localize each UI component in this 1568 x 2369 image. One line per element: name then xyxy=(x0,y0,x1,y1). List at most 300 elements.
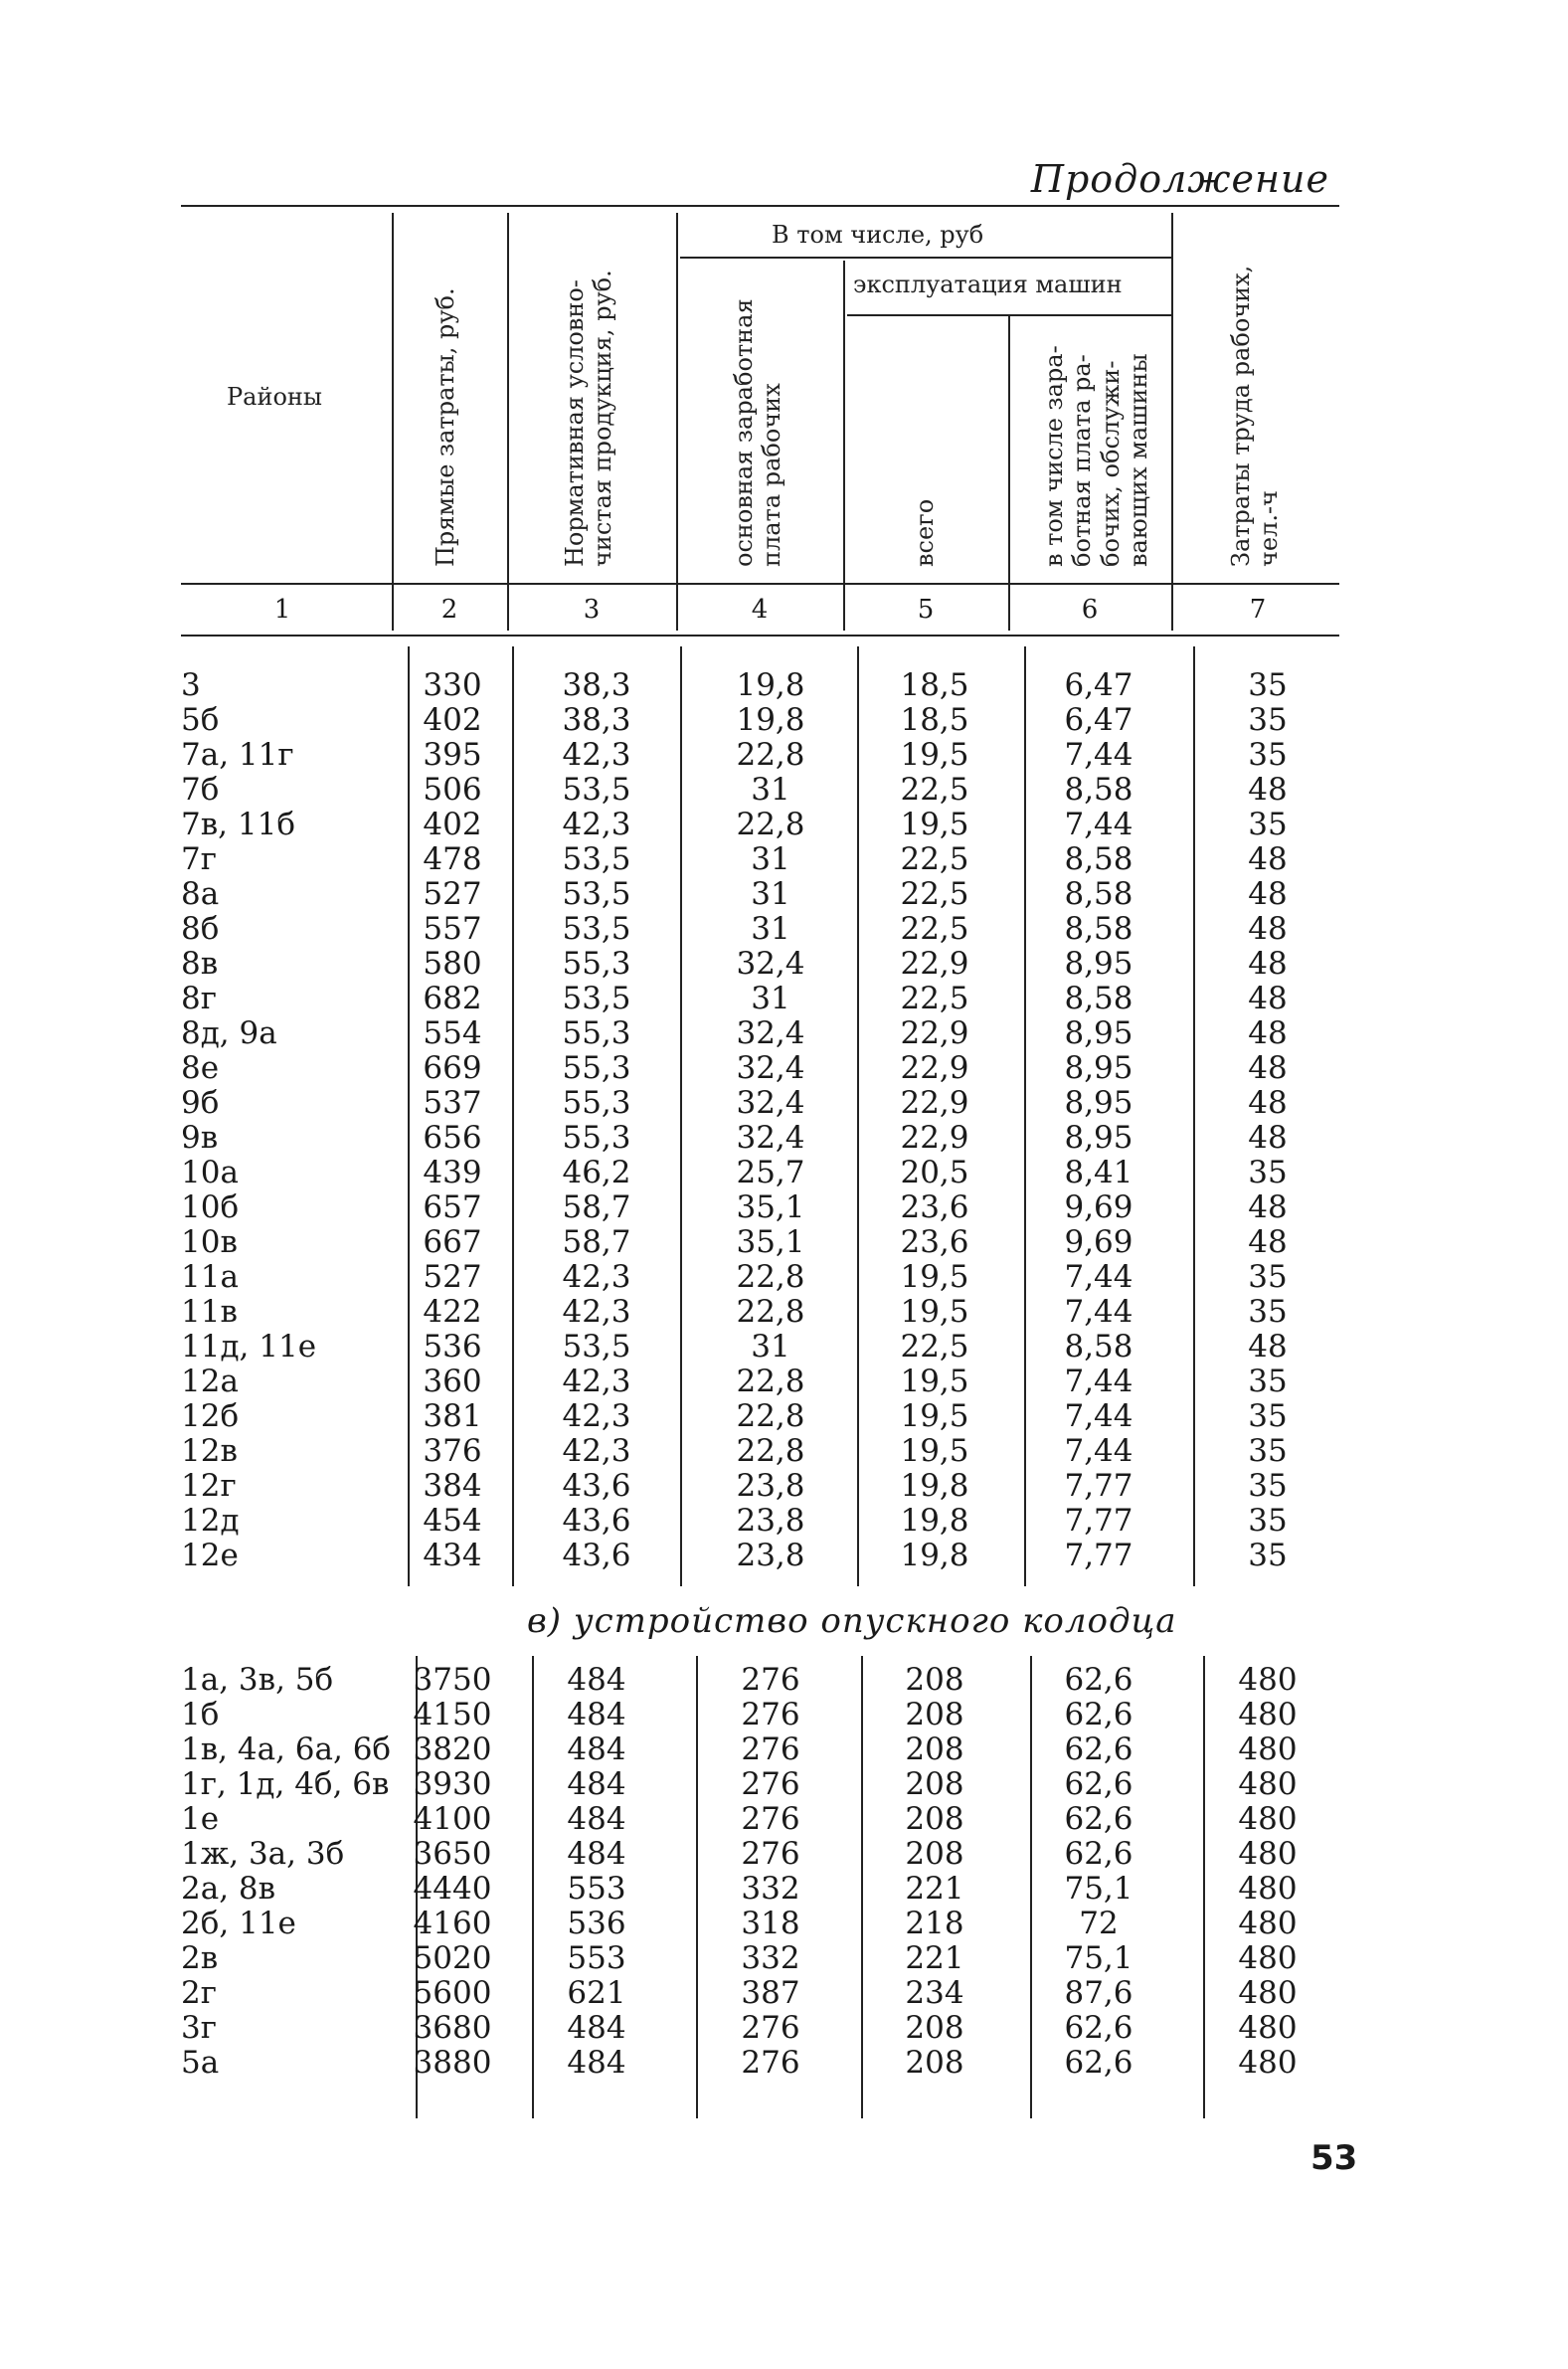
header-regions: Районы xyxy=(227,383,322,411)
col-number-5: 5 xyxy=(917,595,935,625)
value-cell: 32,4 xyxy=(736,946,805,982)
value-cell: 682 xyxy=(423,981,482,1016)
value-cell: 3820 xyxy=(413,1731,492,1767)
col-number-2: 2 xyxy=(440,595,458,625)
value-cell: 62,6 xyxy=(1064,1662,1133,1698)
value-cell: 19,8 xyxy=(900,1468,969,1504)
value-cell: 422 xyxy=(423,1294,482,1330)
value-cell: 7,44 xyxy=(1064,1259,1133,1295)
value-cell: 22,5 xyxy=(900,911,969,947)
value-cell: 7,44 xyxy=(1064,807,1133,842)
value-cell: 35 xyxy=(1248,1538,1288,1573)
value-cell: 657 xyxy=(423,1189,482,1225)
body-c-vline-5 xyxy=(1030,1656,1032,2118)
value-cell: 4150 xyxy=(413,1697,492,1732)
value-cell: 7,44 xyxy=(1064,737,1133,773)
value-cell: 32,4 xyxy=(736,1120,805,1156)
value-cell: 35,1 xyxy=(736,1224,805,1260)
value-cell: 19,5 xyxy=(900,737,969,773)
value-cell: 35 xyxy=(1248,667,1288,703)
value-cell: 19,5 xyxy=(900,1294,969,1330)
region-cell: 10а xyxy=(181,1155,239,1190)
value-cell: 48 xyxy=(1248,876,1288,912)
value-cell: 553 xyxy=(567,1871,626,1907)
value-cell: 484 xyxy=(567,1662,626,1698)
value-cell: 43,6 xyxy=(562,1503,631,1539)
value-cell: 7,77 xyxy=(1064,1468,1133,1504)
region-cell: 12е xyxy=(181,1538,239,1573)
value-cell: 48 xyxy=(1248,841,1288,877)
header-vline-2 xyxy=(507,213,509,619)
value-cell: 58,7 xyxy=(562,1189,631,1225)
body-b-vline-4 xyxy=(857,646,859,1586)
value-cell: 221 xyxy=(905,1871,964,1907)
value-cell: 19,5 xyxy=(900,807,969,842)
value-cell: 332 xyxy=(741,1871,800,1907)
value-cell: 480 xyxy=(1238,1697,1298,1732)
col-number-6: 6 xyxy=(1081,595,1099,625)
header-bottom-rule xyxy=(181,583,1339,585)
value-cell: 35 xyxy=(1248,702,1288,738)
region-cell: 12а xyxy=(181,1364,239,1399)
value-cell: 7,44 xyxy=(1064,1294,1133,1330)
header-direct-costs: Прямые затраты, руб. xyxy=(432,287,459,567)
value-cell: 46,2 xyxy=(562,1155,631,1190)
value-cell: 554 xyxy=(423,1015,482,1051)
value-cell: 234 xyxy=(905,1975,964,2011)
region-cell: 5б xyxy=(181,702,220,738)
value-cell: 75,1 xyxy=(1064,1871,1133,1907)
value-cell: 669 xyxy=(423,1050,482,1086)
value-cell: 23,8 xyxy=(736,1503,805,1539)
value-cell: 48 xyxy=(1248,946,1288,982)
region-cell: 11а xyxy=(181,1259,239,1295)
header-vline-3 xyxy=(676,213,678,619)
value-cell: 7,44 xyxy=(1064,1364,1133,1399)
value-cell: 18,5 xyxy=(900,702,969,738)
page-number: 53 xyxy=(1310,2138,1358,2178)
value-cell: 276 xyxy=(741,1731,800,1767)
value-cell: 23,6 xyxy=(900,1224,969,1260)
value-cell: 218 xyxy=(905,1906,964,1941)
value-cell: 55,3 xyxy=(562,1120,631,1156)
value-cell: 35 xyxy=(1248,807,1288,842)
value-cell: 35,1 xyxy=(736,1189,805,1225)
value-cell: 276 xyxy=(741,1697,800,1732)
region-cell: 11в xyxy=(181,1294,238,1330)
colnum-vline-4 xyxy=(843,591,845,631)
colnum-vline-5 xyxy=(1008,591,1010,631)
value-cell: 42,3 xyxy=(562,1398,631,1434)
body-b-vline-6 xyxy=(1193,646,1195,1586)
value-cell: 8,58 xyxy=(1064,876,1133,912)
value-cell: 38,3 xyxy=(562,667,631,703)
col-number-7: 7 xyxy=(1249,595,1267,625)
value-cell: 42,3 xyxy=(562,1364,631,1399)
value-cell: 55,3 xyxy=(562,1050,631,1086)
value-cell: 360 xyxy=(423,1364,482,1399)
value-cell: 48 xyxy=(1248,1120,1288,1156)
value-cell: 62,6 xyxy=(1064,1836,1133,1872)
value-cell: 22,8 xyxy=(736,737,805,773)
value-cell: 484 xyxy=(567,1697,626,1732)
body-c-vline-4 xyxy=(861,1656,863,2118)
value-cell: 276 xyxy=(741,1836,800,1872)
value-cell: 434 xyxy=(423,1538,482,1573)
value-cell: 38,3 xyxy=(562,702,631,738)
value-cell: 31 xyxy=(751,1329,790,1365)
value-cell: 381 xyxy=(423,1398,482,1434)
value-cell: 480 xyxy=(1238,1975,1298,2011)
value-cell: 7,77 xyxy=(1064,1503,1133,1539)
value-cell: 208 xyxy=(905,1801,964,1837)
value-cell: 276 xyxy=(741,2045,800,2081)
value-cell: 484 xyxy=(567,1766,626,1802)
colnum-vline-2 xyxy=(507,591,509,631)
value-cell: 8,58 xyxy=(1064,772,1133,808)
header-normative: Нормативная условно- чистая продукция, руб. xyxy=(561,270,617,567)
colnum-vline-1 xyxy=(392,591,394,631)
body-b-vline-3 xyxy=(680,646,682,1586)
region-cell: 1б xyxy=(181,1697,220,1732)
value-cell: 6,47 xyxy=(1064,702,1133,738)
value-cell: 62,6 xyxy=(1064,2010,1133,2046)
value-cell: 62,6 xyxy=(1064,2045,1133,2081)
value-cell: 32,4 xyxy=(736,1085,805,1121)
value-cell: 48 xyxy=(1248,911,1288,947)
value-cell: 8,95 xyxy=(1064,1120,1133,1156)
region-cell: 8б xyxy=(181,911,220,947)
value-cell: 35 xyxy=(1248,1398,1288,1434)
value-cell: 7,44 xyxy=(1064,1398,1133,1434)
value-cell: 19,8 xyxy=(900,1538,969,1573)
value-cell: 22,5 xyxy=(900,841,969,877)
region-cell: 8в xyxy=(181,946,219,982)
value-cell: 31 xyxy=(751,981,790,1016)
value-cell: 22,8 xyxy=(736,1259,805,1295)
body-c-vline-2 xyxy=(532,1656,534,2118)
region-cell: 12в xyxy=(181,1433,238,1469)
value-cell: 208 xyxy=(905,1766,964,1802)
value-cell: 4100 xyxy=(413,1801,492,1837)
value-cell: 53,5 xyxy=(562,981,631,1016)
value-cell: 48 xyxy=(1248,1085,1288,1121)
value-cell: 22,9 xyxy=(900,1085,969,1121)
header-labor: Затраты труда рабочих, чел.-ч xyxy=(1227,265,1284,567)
value-cell: 31 xyxy=(751,772,790,808)
region-cell: 3г xyxy=(181,2010,217,2046)
value-cell: 506 xyxy=(423,772,482,808)
colnum-vline-6 xyxy=(1171,591,1173,631)
region-cell: 10б xyxy=(181,1189,240,1225)
value-cell: 208 xyxy=(905,2010,964,2046)
region-cell: 2в xyxy=(181,1940,219,1976)
header-vline-4 xyxy=(843,261,845,619)
value-cell: 4160 xyxy=(413,1906,492,1941)
value-cell: 221 xyxy=(905,1940,964,1976)
value-cell: 22,8 xyxy=(736,1294,805,1330)
value-cell: 62,6 xyxy=(1064,1801,1133,1837)
value-cell: 484 xyxy=(567,1801,626,1837)
value-cell: 62,6 xyxy=(1064,1766,1133,1802)
region-cell: 8а xyxy=(181,876,220,912)
value-cell: 208 xyxy=(905,2045,964,2081)
value-cell: 276 xyxy=(741,1766,800,1802)
value-cell: 553 xyxy=(567,1940,626,1976)
value-cell: 557 xyxy=(423,911,482,947)
value-cell: 480 xyxy=(1238,1801,1298,1837)
region-cell: 7в, 11б xyxy=(181,807,295,842)
body-b-vline-5 xyxy=(1024,646,1026,1586)
value-cell: 6,47 xyxy=(1064,667,1133,703)
header-total: всего xyxy=(911,498,939,567)
value-cell: 4440 xyxy=(413,1871,492,1907)
value-cell: 48 xyxy=(1248,981,1288,1016)
colnum-vline-3 xyxy=(676,591,678,631)
value-cell: 384 xyxy=(423,1468,482,1504)
value-cell: 5020 xyxy=(413,1940,492,1976)
value-cell: 3880 xyxy=(413,2045,492,2081)
header-incl-wage: в том числе зара- ботная плата ра- бочих, обслужи- вающих машины xyxy=(1040,345,1152,567)
region-cell: 3 xyxy=(181,667,201,703)
value-cell: 480 xyxy=(1238,1940,1298,1976)
value-cell: 55,3 xyxy=(562,1015,631,1051)
value-cell: 31 xyxy=(751,876,790,912)
value-cell: 527 xyxy=(423,876,482,912)
value-cell: 330 xyxy=(423,667,482,703)
value-cell: 3650 xyxy=(413,1836,492,1872)
region-cell: 9б xyxy=(181,1085,220,1121)
value-cell: 42,3 xyxy=(562,807,631,842)
value-cell: 23,6 xyxy=(900,1189,969,1225)
value-cell: 35 xyxy=(1248,737,1288,773)
value-cell: 3680 xyxy=(413,2010,492,2046)
region-cell: 10в xyxy=(181,1224,238,1260)
header-vline-1 xyxy=(392,213,394,619)
value-cell: 22,8 xyxy=(736,1398,805,1434)
value-cell: 23,8 xyxy=(736,1538,805,1573)
value-cell: 53,5 xyxy=(562,772,631,808)
value-cell: 527 xyxy=(423,1259,482,1295)
value-cell: 7,44 xyxy=(1064,1433,1133,1469)
value-cell: 35 xyxy=(1248,1294,1288,1330)
value-cell: 7,77 xyxy=(1064,1538,1133,1573)
value-cell: 22,9 xyxy=(900,1050,969,1086)
value-cell: 42,3 xyxy=(562,1259,631,1295)
value-cell: 22,8 xyxy=(736,1433,805,1469)
region-cell: 2б, 11е xyxy=(181,1906,296,1941)
region-cell: 2г xyxy=(181,1975,217,2011)
value-cell: 480 xyxy=(1238,1871,1298,1907)
value-cell: 72 xyxy=(1079,1906,1119,1941)
value-cell: 35 xyxy=(1248,1503,1288,1539)
body-c-vline-6 xyxy=(1203,1656,1205,2118)
value-cell: 8,95 xyxy=(1064,1015,1133,1051)
value-cell: 3750 xyxy=(413,1662,492,1698)
value-cell: 19,5 xyxy=(900,1433,969,1469)
value-cell: 484 xyxy=(567,2010,626,2046)
value-cell: 667 xyxy=(423,1224,482,1260)
value-cell: 208 xyxy=(905,1697,964,1732)
value-cell: 53,5 xyxy=(562,841,631,877)
value-cell: 19,8 xyxy=(736,702,805,738)
region-cell: 12д xyxy=(181,1503,240,1539)
value-cell: 19,8 xyxy=(900,1503,969,1539)
header-including: В том числе, руб xyxy=(772,221,984,249)
value-cell: 8,95 xyxy=(1064,1085,1133,1121)
col-number-4: 4 xyxy=(751,595,769,625)
region-cell: 12г xyxy=(181,1468,237,1504)
value-cell: 3930 xyxy=(413,1766,492,1802)
value-cell: 276 xyxy=(741,1662,800,1698)
value-cell: 276 xyxy=(741,2010,800,2046)
region-cell: 1в, 4а, 6а, 6б xyxy=(181,1731,392,1767)
value-cell: 8,95 xyxy=(1064,1050,1133,1086)
header-vline-5 xyxy=(1008,316,1010,619)
value-cell: 31 xyxy=(751,841,790,877)
body-b-vline-2 xyxy=(512,646,514,1586)
value-cell: 402 xyxy=(423,807,482,842)
section-c-title: в) устройство опускного колодца xyxy=(527,1601,1177,1641)
value-cell: 35 xyxy=(1248,1364,1288,1399)
value-cell: 19,5 xyxy=(900,1364,969,1399)
value-cell: 318 xyxy=(741,1906,800,1941)
value-cell: 9,69 xyxy=(1064,1189,1133,1225)
value-cell: 480 xyxy=(1238,2010,1298,2046)
value-cell: 20,5 xyxy=(900,1155,969,1190)
region-cell: 8д, 9а xyxy=(181,1015,277,1051)
value-cell: 53,5 xyxy=(562,876,631,912)
value-cell: 480 xyxy=(1238,1662,1298,1698)
value-cell: 55,3 xyxy=(562,946,631,982)
region-cell: 12б xyxy=(181,1398,240,1434)
header-top-rule xyxy=(181,205,1339,207)
header-machine-ops: эксплуатация машин xyxy=(853,271,1123,298)
region-cell: 7г xyxy=(181,841,217,877)
value-cell: 43,6 xyxy=(562,1468,631,1504)
region-cell: 8е xyxy=(181,1050,220,1086)
value-cell: 19,8 xyxy=(736,667,805,703)
value-cell: 19,5 xyxy=(900,1398,969,1434)
value-cell: 32,4 xyxy=(736,1015,805,1051)
value-cell: 53,5 xyxy=(562,911,631,947)
value-cell: 621 xyxy=(567,1975,626,2011)
region-cell: 8г xyxy=(181,981,217,1016)
value-cell: 8,58 xyxy=(1064,1329,1133,1365)
value-cell: 22,5 xyxy=(900,1329,969,1365)
colnum-bottom-rule xyxy=(181,635,1339,637)
including-rule xyxy=(680,257,1171,259)
value-cell: 9,69 xyxy=(1064,1224,1133,1260)
value-cell: 276 xyxy=(741,1801,800,1837)
value-cell: 48 xyxy=(1248,1329,1288,1365)
value-cell: 22,5 xyxy=(900,981,969,1016)
value-cell: 208 xyxy=(905,1836,964,1872)
value-cell: 42,3 xyxy=(562,1433,631,1469)
value-cell: 8,58 xyxy=(1064,981,1133,1016)
header-wage: основная заработная плата рабочих xyxy=(730,298,786,567)
value-cell: 43,6 xyxy=(562,1538,631,1573)
value-cell: 402 xyxy=(423,702,482,738)
value-cell: 75,1 xyxy=(1064,1940,1133,1976)
value-cell: 48 xyxy=(1248,1015,1288,1051)
value-cell: 22,9 xyxy=(900,946,969,982)
value-cell: 23,8 xyxy=(736,1468,805,1504)
value-cell: 48 xyxy=(1248,1050,1288,1086)
value-cell: 35 xyxy=(1248,1468,1288,1504)
value-cell: 22,8 xyxy=(736,807,805,842)
region-cell: 1а, 3в, 5б xyxy=(181,1662,334,1698)
value-cell: 35 xyxy=(1248,1155,1288,1190)
region-cell: 7б xyxy=(181,772,220,808)
value-cell: 387 xyxy=(741,1975,800,2011)
value-cell: 31 xyxy=(751,911,790,947)
value-cell: 536 xyxy=(567,1906,626,1941)
value-cell: 48 xyxy=(1248,1224,1288,1260)
value-cell: 55,3 xyxy=(562,1085,631,1121)
header-vline-6 xyxy=(1171,213,1173,619)
value-cell: 656 xyxy=(423,1120,482,1156)
value-cell: 22,5 xyxy=(900,876,969,912)
region-cell: 9в xyxy=(181,1120,219,1156)
value-cell: 536 xyxy=(423,1329,482,1365)
value-cell: 8,41 xyxy=(1064,1155,1133,1190)
region-cell: 1е xyxy=(181,1801,220,1837)
value-cell: 22,5 xyxy=(900,772,969,808)
value-cell: 480 xyxy=(1238,1766,1298,1802)
value-cell: 376 xyxy=(423,1433,482,1469)
value-cell: 22,9 xyxy=(900,1120,969,1156)
value-cell: 62,6 xyxy=(1064,1697,1133,1732)
value-cell: 22,8 xyxy=(736,1364,805,1399)
value-cell: 480 xyxy=(1238,1731,1298,1767)
value-cell: 484 xyxy=(567,2045,626,2081)
col-number-1: 1 xyxy=(273,595,291,625)
region-cell: 11д, 11е xyxy=(181,1329,317,1365)
value-cell: 53,5 xyxy=(562,1329,631,1365)
value-cell: 395 xyxy=(423,737,482,773)
value-cell: 32,4 xyxy=(736,1050,805,1086)
value-cell: 48 xyxy=(1248,1189,1288,1225)
value-cell: 62,6 xyxy=(1064,1731,1133,1767)
value-cell: 8,58 xyxy=(1064,841,1133,877)
value-cell: 35 xyxy=(1248,1259,1288,1295)
value-cell: 484 xyxy=(567,1731,626,1767)
value-cell: 8,58 xyxy=(1064,911,1133,947)
value-cell: 42,3 xyxy=(562,1294,631,1330)
value-cell: 580 xyxy=(423,946,482,982)
region-cell: 1г, 1д, 4б, 6в xyxy=(181,1766,390,1802)
region-cell: 2а, 8в xyxy=(181,1871,276,1907)
value-cell: 35 xyxy=(1248,1433,1288,1469)
value-cell: 19,5 xyxy=(900,1259,969,1295)
value-cell: 480 xyxy=(1238,1906,1298,1941)
value-cell: 208 xyxy=(905,1731,964,1767)
col-number-3: 3 xyxy=(583,595,601,625)
value-cell: 42,3 xyxy=(562,737,631,773)
value-cell: 5600 xyxy=(413,1975,492,2011)
continuation-label: Продолжение xyxy=(1030,157,1329,201)
region-cell: 5а xyxy=(181,2045,220,2081)
value-cell: 87,6 xyxy=(1064,1975,1133,2011)
value-cell: 484 xyxy=(567,1836,626,1872)
value-cell: 22,9 xyxy=(900,1015,969,1051)
value-cell: 478 xyxy=(423,841,482,877)
value-cell: 332 xyxy=(741,1940,800,1976)
region-cell: 7а, 11г xyxy=(181,737,294,773)
value-cell: 208 xyxy=(905,1662,964,1698)
value-cell: 48 xyxy=(1248,772,1288,808)
